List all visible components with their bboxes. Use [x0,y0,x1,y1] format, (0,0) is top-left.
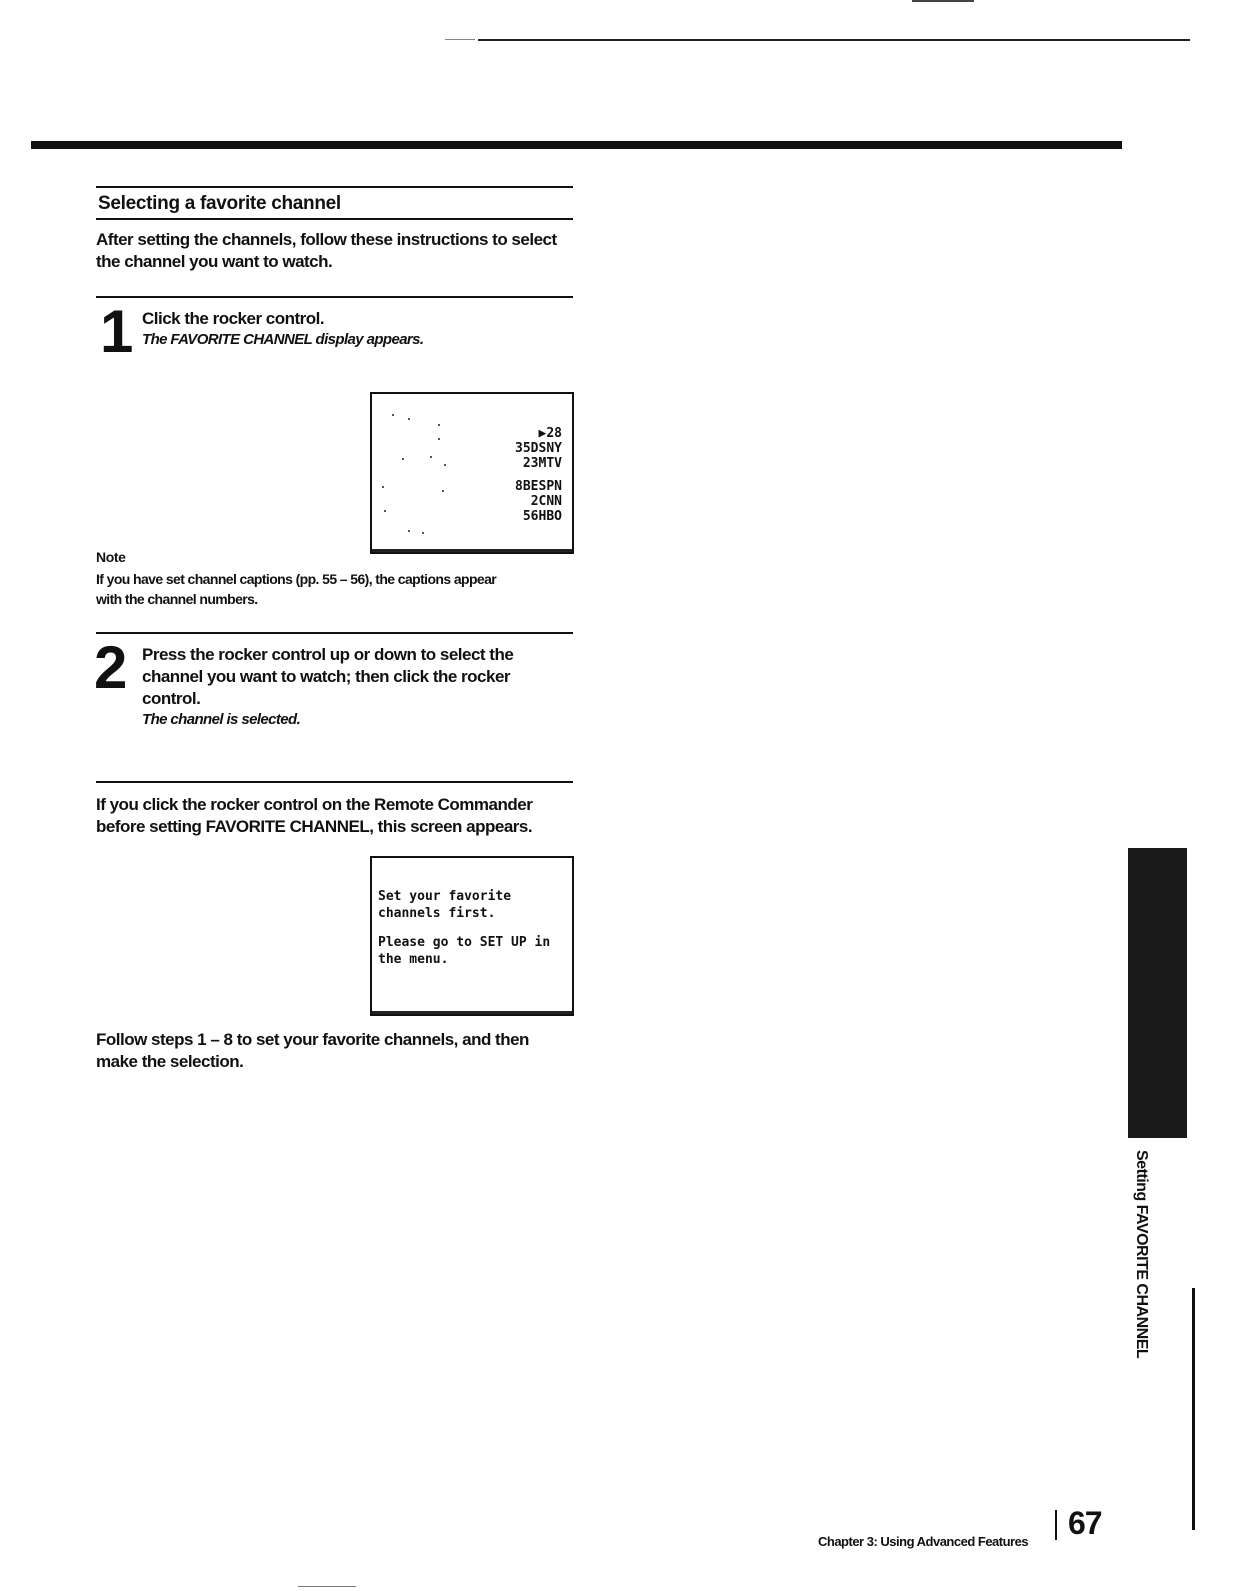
intro-line-1: After setting the channels, follow these instructions to select [96,230,557,249]
screen-bottom-edge [372,549,572,552]
message-line-2: channels first. [378,906,496,921]
title-rule-top [96,186,573,188]
follow-line-1: Follow steps 1 – 8 to set your favorite channels, and then [96,1030,529,1049]
channel-item: 23MTV [522,456,562,471]
step2-number: 2 [94,634,126,701]
note-line-1: If you have set channel captions (pp. 55 – 56), the captions appear [96,571,497,587]
step2-line-3: control. [142,689,201,708]
note-title: Note [96,549,126,565]
footer-divider [1055,1510,1057,1540]
page-number: 67 [1068,1505,1102,1541]
step2-rule [96,632,573,634]
channel-list [515,426,562,524]
follow-line-2: make the selection. [96,1052,244,1071]
message-line-1: Set your favorite [378,889,512,904]
step2-line-1: Press the rocker control up or down to select the [142,645,514,664]
corner-rule [912,0,974,2]
bottom-mark-rule [298,1586,356,1587]
step2-result: The channel is selected. [142,711,301,728]
chapter-side-tab [1128,848,1187,1138]
set-favorite-message-screen [370,856,574,1016]
step1-result: The FAVORITE CHANNEL display appears. [142,331,424,348]
header-heavy-rule [31,141,1122,149]
favorite-channel-screen [370,392,574,554]
step1-number: 1 [100,298,132,365]
screen-bottom-edge [372,1011,572,1014]
channel-item: 8BESPN [515,479,562,494]
top-thin-rule [478,39,1190,41]
title-rule-bottom [96,218,573,220]
channel-item: 56HBO [522,509,562,524]
channel-item: ▶28 [538,426,562,441]
remote-info-line-1: If you click the rocker control on the Remote Commander [96,795,533,814]
side-section-label: Setting FAVORITE CHANNEL [1133,1150,1150,1359]
message-line-4: the menu. [378,952,449,967]
remote-info-rule [96,781,573,783]
section-title: Selecting a favorite channel [98,193,341,214]
step2-line-2: channel you want to watch; then click the rocker [142,667,511,686]
note-line-2: with the channel numbers. [96,591,258,607]
channel-item: 2CNN [530,494,562,509]
side-vertical-rule [1192,1288,1195,1530]
footer-chapter: Chapter 3: Using Advanced Features [818,1534,1029,1549]
message-line-3: Please go to SET UP in [378,935,551,950]
channel-item: 35DSNY [515,441,562,456]
remote-info-line-2: before setting FAVORITE CHANNEL, this screen appears. [96,817,533,836]
step1-rule [96,296,573,298]
step1-text: Click the rocker control. [142,309,325,328]
top-dash-rule [445,39,475,40]
intro-line-2: the channel you want to watch. [96,252,333,271]
